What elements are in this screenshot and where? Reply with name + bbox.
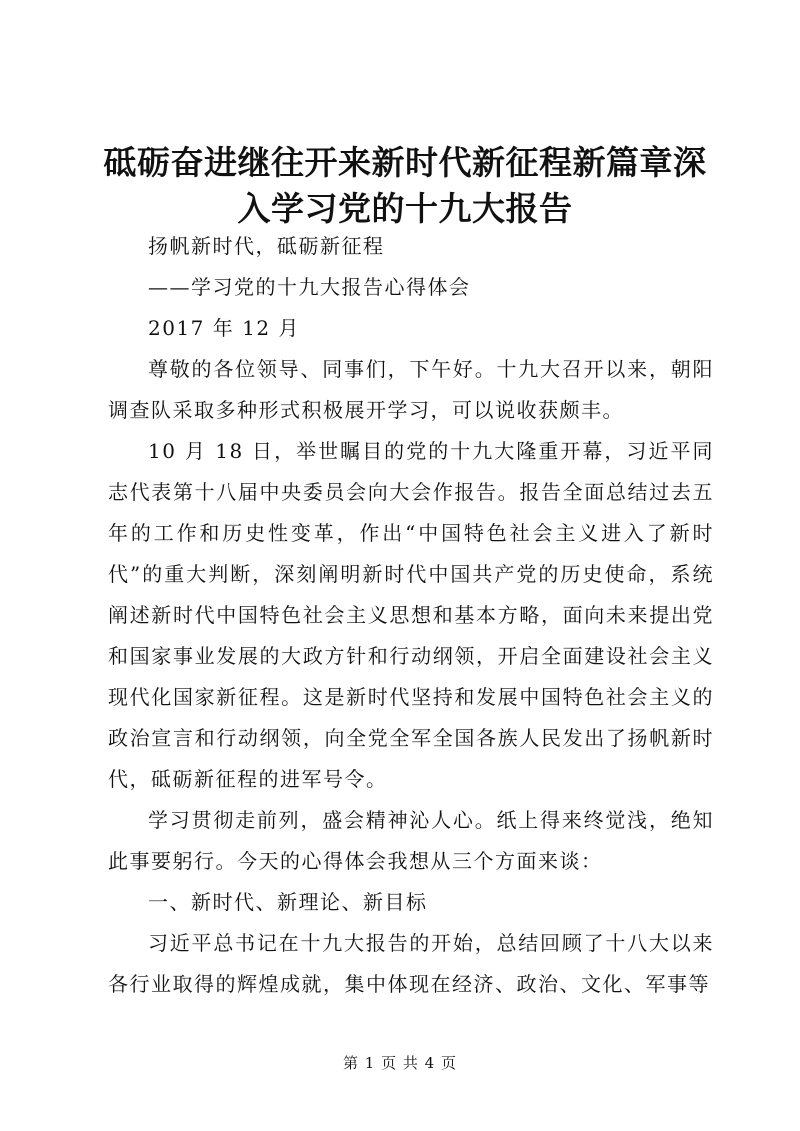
document-body <box>108 226 714 1005</box>
section-heading-1: 一、新时代、新理论、新目标 <box>148 890 428 914</box>
document-title: 砥砺奋进继往开来新时代新征程新篇章深入学习党的十九大报告 <box>103 143 707 228</box>
paragraph-study-intro: 学习贯彻走前列，盛会精神沁人心。纸上得来终觉浅，绝知此事要躬行。今天的心得体会我想从三个方面来谈： <box>108 808 714 873</box>
subtitle-line-1: 扬帆新时代，砥砺新征程 <box>148 234 385 258</box>
subtitle-line-2: ——学习党的十九大报告心得体会 <box>148 275 471 299</box>
paragraph-greeting: 尊敬的各位领导、同事们，下午好。十九大召开以来，朝阳调查队采取多种形式积极展开学习，可以说收获颇丰。 <box>108 357 714 422</box>
document-date: 2017 年 12 月 <box>148 316 300 340</box>
page-footer: 第 1 页 共 4 页 <box>343 1054 457 1072</box>
paragraph-achievements: 习近平总书记在十九大报告的开始，总结回顾了十八大以来各行业取得的辉煌成就，集中体现在经济、政治、文化、军事等 <box>108 931 714 996</box>
paragraph-congress-opening: 10 月 18 日，举世瞩目的党的十九大隆重开幕，习近平同志代表第十八届中央委员会向大会作报告。报告全面总结过去五年的工作和历史性变革，作出“中国特色社会主义进入了新时代”的重大判断，深刻阐明新时代中国共产党的历史使命，系统阐述新时代中国特色社会主义思想和基本方略，面向未来提出党和国家事业发展的大政方针和行动纲领，开启全面建设社会主义现代化国家新征程。这是新时代坚持和发展中国特色社会主义的政治宣言和行动纲领，向全党全军全国各族人民发出了扬帆新时代，砥砺新征程的进军号令。 <box>108 439 714 791</box>
